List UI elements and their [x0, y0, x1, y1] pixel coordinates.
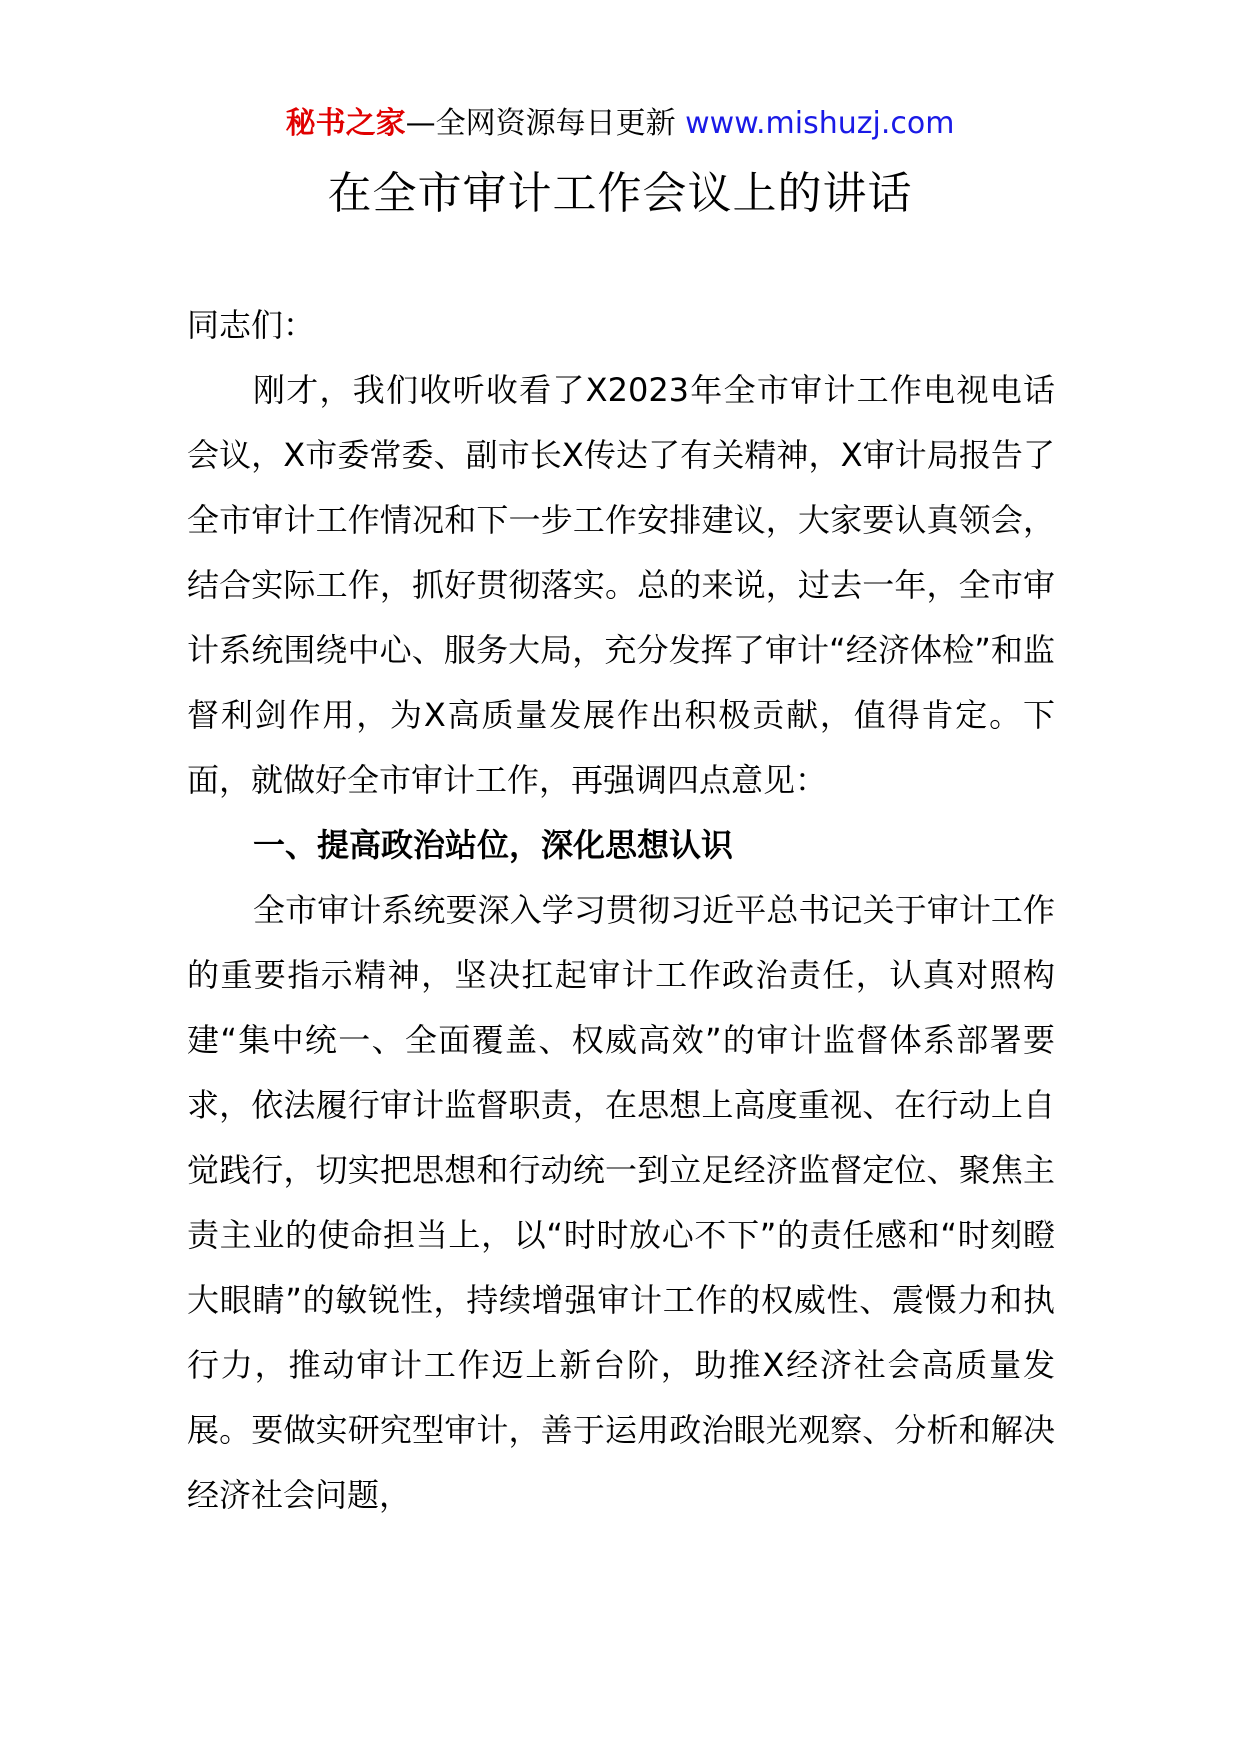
document-body [187, 293, 1055, 1528]
document-title: 在全市审计工作会议上的讲话 [327, 168, 913, 219]
salutation: 同志们： [187, 306, 316, 344]
site-brand: 秘书之家 [285, 106, 406, 141]
site-slogan: —全网资源每日更新 [405, 106, 676, 141]
site-url-link[interactable]: www.mishuzj.com [685, 106, 955, 141]
paragraph-opening: 刚才，我们收听收看了X2023年全市审计工作电视电话会议，X市委常委、副市长X传达了有关精神，X审计局报告了全市审计工作情况和下一步工作安排建议，大家要认真领会，结合实际工作，抓好贯彻落实。总的来说，过去一年，全市审计系统围绕中心、服务大局，充分发挥了审计“经济体检”和监督利剑作用，为X高质量发展作出积极贡献，值得肯定。下面，就做好全市审计工作，再强调四点意见： [187, 371, 1055, 799]
section-heading-1: 一、提高政治站位，深化思想认识 [253, 826, 734, 864]
site-banner [0, 102, 1240, 146]
paragraph-section-1: 全市审计系统要深入学习贯彻习近平总书记关于审计工作的重要指示精神，坚决扛起审计工作政治责任，认真对照构建“集中统一、全面覆盖、权威高效”的审计监督体系部署要求，依法履行审计监督职责，在思想上高度重视、在行动上自觉践行，切实把思想和行动统一到立足经济监督定位、聚焦主责主业的使命担当上，以“时时放心不下”的责任感和“时刻瞪大眼睛”的敏锐性，持续增强审计工作的权威性、震慑力和执行力，推动审计工作迈上新台阶，助推X经济社会高质量发展。要做实研究型审计，善于运用政治眼光观察、分析和解决经济社会问题， [187, 891, 1055, 1514]
